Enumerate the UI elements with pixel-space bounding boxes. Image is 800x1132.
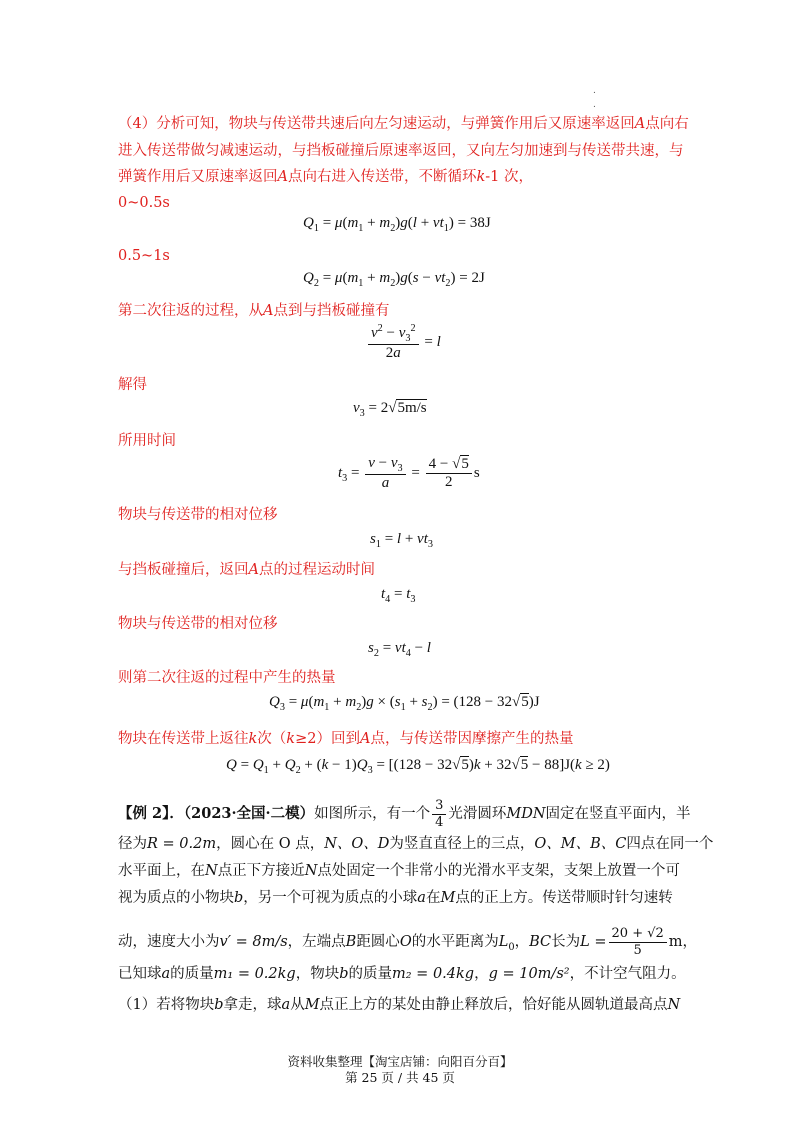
heat-final-text: 物块在传送带上返往k次（k≥2）回到A点，与传送带因摩擦产生的热量	[118, 731, 574, 747]
example-line6: 已知球a的质量m₁ = 0.2kg，物块b的质量m₂ = 0.4kg，g = 10m/s²，不计空气阻力。	[118, 966, 686, 982]
heat-second-text: 则第二次往返的过程中产生的热量	[118, 670, 336, 686]
corner-dot: .	[593, 100, 596, 110]
equation-t3: $t_3$ = $\frac{v - v_3}{a}$ = $\frac{4 - √5}{2}$ s	[338, 455, 480, 491]
equation-q1: $Q_1 = \mu(m_1 + m_2)g(l + vt_1) = 38J$	[303, 215, 491, 234]
equation-t4: $t_4 = t_3$	[381, 586, 416, 605]
equation-q2: $Q_2 = \mu(m_1 + m_2)g(s - vt_2) = 2J$	[303, 270, 485, 289]
example-line4: 视为质点的小物块b，另一个可视为质点的小球a在M点的正上方。传送带顺时针匀速转	[118, 890, 673, 906]
equation-s1: $s_1 = l + vt_3$	[370, 531, 433, 550]
relative-displacement-1: 物块与传送带的相对位移	[118, 507, 278, 523]
time-range-2: 0.5~1s	[118, 248, 170, 264]
solve-text: 解得	[118, 377, 147, 393]
example-line2: 径为R = 0.2m，圆心在 O 点，N、O、D为竖直直径上的三点，O、M、B、C四点在同一个	[118, 836, 714, 852]
corner-dot: .	[593, 86, 596, 96]
second-trip-text: 第二次往返的过程，从A点到与挡板碰撞有	[118, 303, 390, 319]
equation-v3: $v_3 = 2√5m/s$	[353, 400, 427, 419]
time-range-1: 0~0.5s	[118, 195, 170, 211]
para4-line1: （4）分析可知，物块与传送带共速后向左匀速运动，与弹簧作用后又原速率返回A点向右	[118, 116, 689, 132]
footer-source: 资料收集整理【淘宝店铺：向阳百分百】	[287, 1054, 513, 1069]
para4-line2: 进入传送带做匀减速运动，与挡板碰撞后原速率返回，又向左匀加速到与传送带共速，与	[118, 143, 684, 159]
footer-page-number: 第 25 页 / 共 45 页	[345, 1070, 455, 1085]
time-used-text: 所用时间	[118, 433, 176, 449]
example-line1: 【例 2】．（2023·全国·二模）如图所示，有一个 $\frac{3}{4}$ 光滑圆环MDN固定在竖直平面内，半	[118, 798, 691, 830]
equation-kinematic: $\frac{v^2 - v_3^2}{2a}$ = l	[366, 323, 441, 362]
equation-q-total: $Q = Q_1 + Q_2 + (k - 1)Q_3 = [(128 - 32√5)k + 32√5 - 88]J(k \ge 2)$	[226, 757, 610, 776]
relative-displacement-2: 物块与传送带的相对位移	[118, 616, 278, 632]
example-line3: 水平面上，在N点正下方接近N点处固定一个非常小的光滑水平支架，支架上放置一个可	[118, 863, 680, 879]
equation-s2: $s_2 = vt_4 - l$	[368, 640, 431, 659]
equation-q3: $Q_3 = \mu(m_1 + m_2)g \times (s_1 + s_2) = (128 - 32√5)J$	[269, 694, 540, 713]
para4-line3: 弹簧作用后又原速率返回A点向右进入传送带，不断循环k-1 次，	[118, 169, 534, 185]
after-collision-text: 与挡板碰撞后，返回A点的过程运动时间	[118, 562, 375, 578]
example-question1: （1）若将物块b拿走，球a从M点正上方的某处由静止释放后，恰好能从圆轨道最高点N	[118, 997, 681, 1013]
example-line5: 动，速度大小为v′ = 8m/s，左端点B距圆心O的水平距离为$L_0$，BC长为L = $\frac{20 + √2}{5}$ m，	[118, 926, 698, 958]
